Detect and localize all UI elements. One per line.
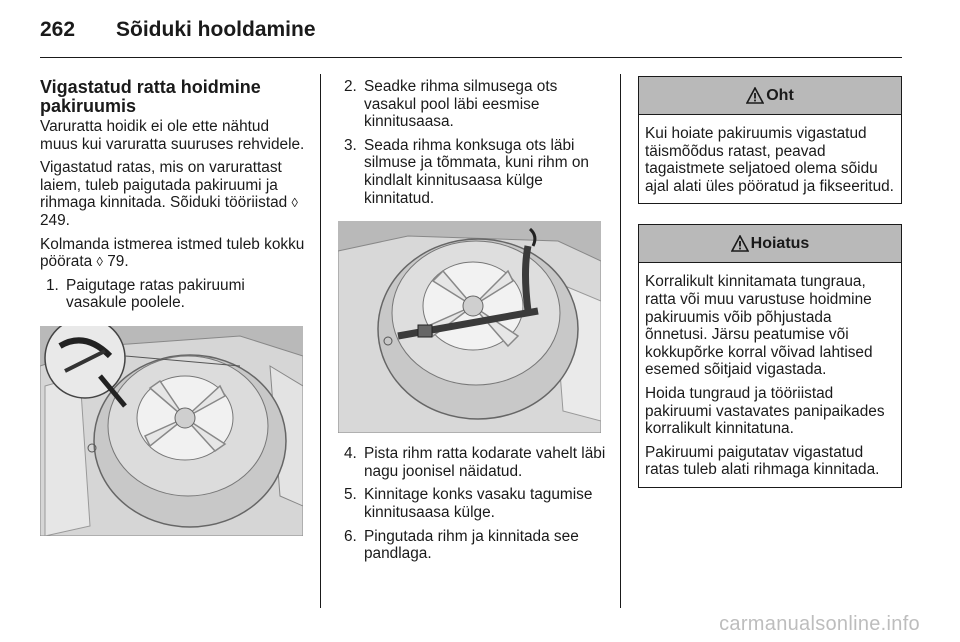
step-4 [338, 445, 606, 480]
warning-header [639, 225, 901, 263]
warning-box [638, 224, 902, 488]
page-header [40, 18, 316, 48]
warning-label: Hoiatus [750, 235, 810, 253]
step-1 [40, 277, 305, 312]
page-number: 262 [40, 18, 76, 41]
page-title: Sõiduki hooldamine [116, 18, 316, 41]
danger-text: Kui hoiate pakiruumis vigastatud täismõõdus ratast, peavad tagaistmete seljatoed olema sõidu ajal alati üles pööratud ja fikseeritud. [645, 125, 894, 195]
page-ref-arrow-icon[interactable]: ◊ [96, 254, 103, 270]
column-divider-1 [320, 74, 321, 608]
step-2 [338, 78, 606, 131]
step-number: 3. [344, 136, 357, 154]
danger-label: Oht [766, 86, 794, 104]
step-text: Pista rihm ratta kodarate vahelt läbi nagu joonisel näidatud. [364, 445, 606, 480]
danger-body [639, 115, 901, 203]
step-3 [338, 137, 606, 207]
warning-text-2: Hoida tungraud ja tööriistad pakiruumi vastavates panipaikades korralikult kinnitatuna. [645, 384, 885, 438]
paragraph-third-row-text: Kolmanda istmerea istmed tuleb kokku pöörata [40, 235, 305, 271]
page-ref-link[interactable]: 249. [40, 211, 70, 229]
warning-triangle-icon [746, 87, 764, 105]
warning-text-3: Pakiruumi paigutatav vigastatud ratas tuleb alati rihmaga kinnitada. [645, 443, 880, 479]
step-number: 1. [46, 276, 59, 294]
step-text: Paigutage ratas pakiruumi vasakule poolele. [66, 276, 245, 312]
step-6 [338, 528, 606, 563]
paragraph-third-row [40, 236, 305, 271]
step-number: 5. [344, 486, 357, 504]
paragraph-damaged-wheel [40, 159, 305, 229]
column-2 [338, 78, 606, 569]
header-divider [40, 57, 902, 58]
illustration-wheel-strap [338, 221, 601, 433]
watermark: carmanualsonline.info [719, 613, 920, 635]
paragraph-damaged-wheel-text: Vigastatud ratas, mis on varurattast laiem, tuleb paigutada pakiruumi ja rihmaga kinnitada. Sõiduki tööriistad [40, 159, 292, 212]
page-ref-arrow-icon[interactable]: ◊ [291, 195, 298, 211]
wheel-trunk-illustration [40, 326, 303, 536]
wheel-strap-illustration [338, 221, 601, 433]
paragraph-spare-holder: Varuratta hoidik ei ole ette nähtud muus kui varuratta suuruses rehvidele. [40, 118, 305, 153]
danger-header [639, 77, 901, 115]
step-5 [338, 486, 606, 521]
warning-body [639, 263, 901, 487]
step-number: 4. [344, 445, 357, 463]
step-text: Seadke rihma silmusega ots vasakul pool läbi eesmise kinnitusaasa. [364, 78, 558, 131]
danger-box [638, 76, 902, 204]
warning-text-1: Korralikult kinnitamata tungraua, ratta või muu varustuse hoidmine pakiruumis võib põhjustada õnnetusi. Järsu peatumise või kokkupõrke korral võivad lahtised esemed sõitjaid vigastada. [645, 273, 873, 379]
warning-triangle-icon [731, 235, 749, 253]
step-text: Kinnitage konks vasaku tagumise kinnitusaasa külge. [364, 486, 593, 521]
column-divider-2 [620, 74, 621, 608]
page-ref-link[interactable]: 79. [107, 253, 129, 271]
step-text: Seada rihma konksuga ots läbi silmuse ja tõmmata, kuni rihm on kindlalt kinnitusaasa külge kinnitatud. [364, 136, 589, 207]
column-3 [638, 76, 902, 508]
section-title: Vigastatud ratta hoidmine pakiruumis [40, 77, 261, 116]
step-number: 2. [344, 78, 357, 95]
column-1 [40, 78, 305, 542]
step-number: 6. [344, 527, 357, 545]
illustration-wheel-in-trunk-left [40, 326, 303, 536]
step-text: Pingutada rihm ja kinnitada see pandlaga. [364, 527, 579, 563]
